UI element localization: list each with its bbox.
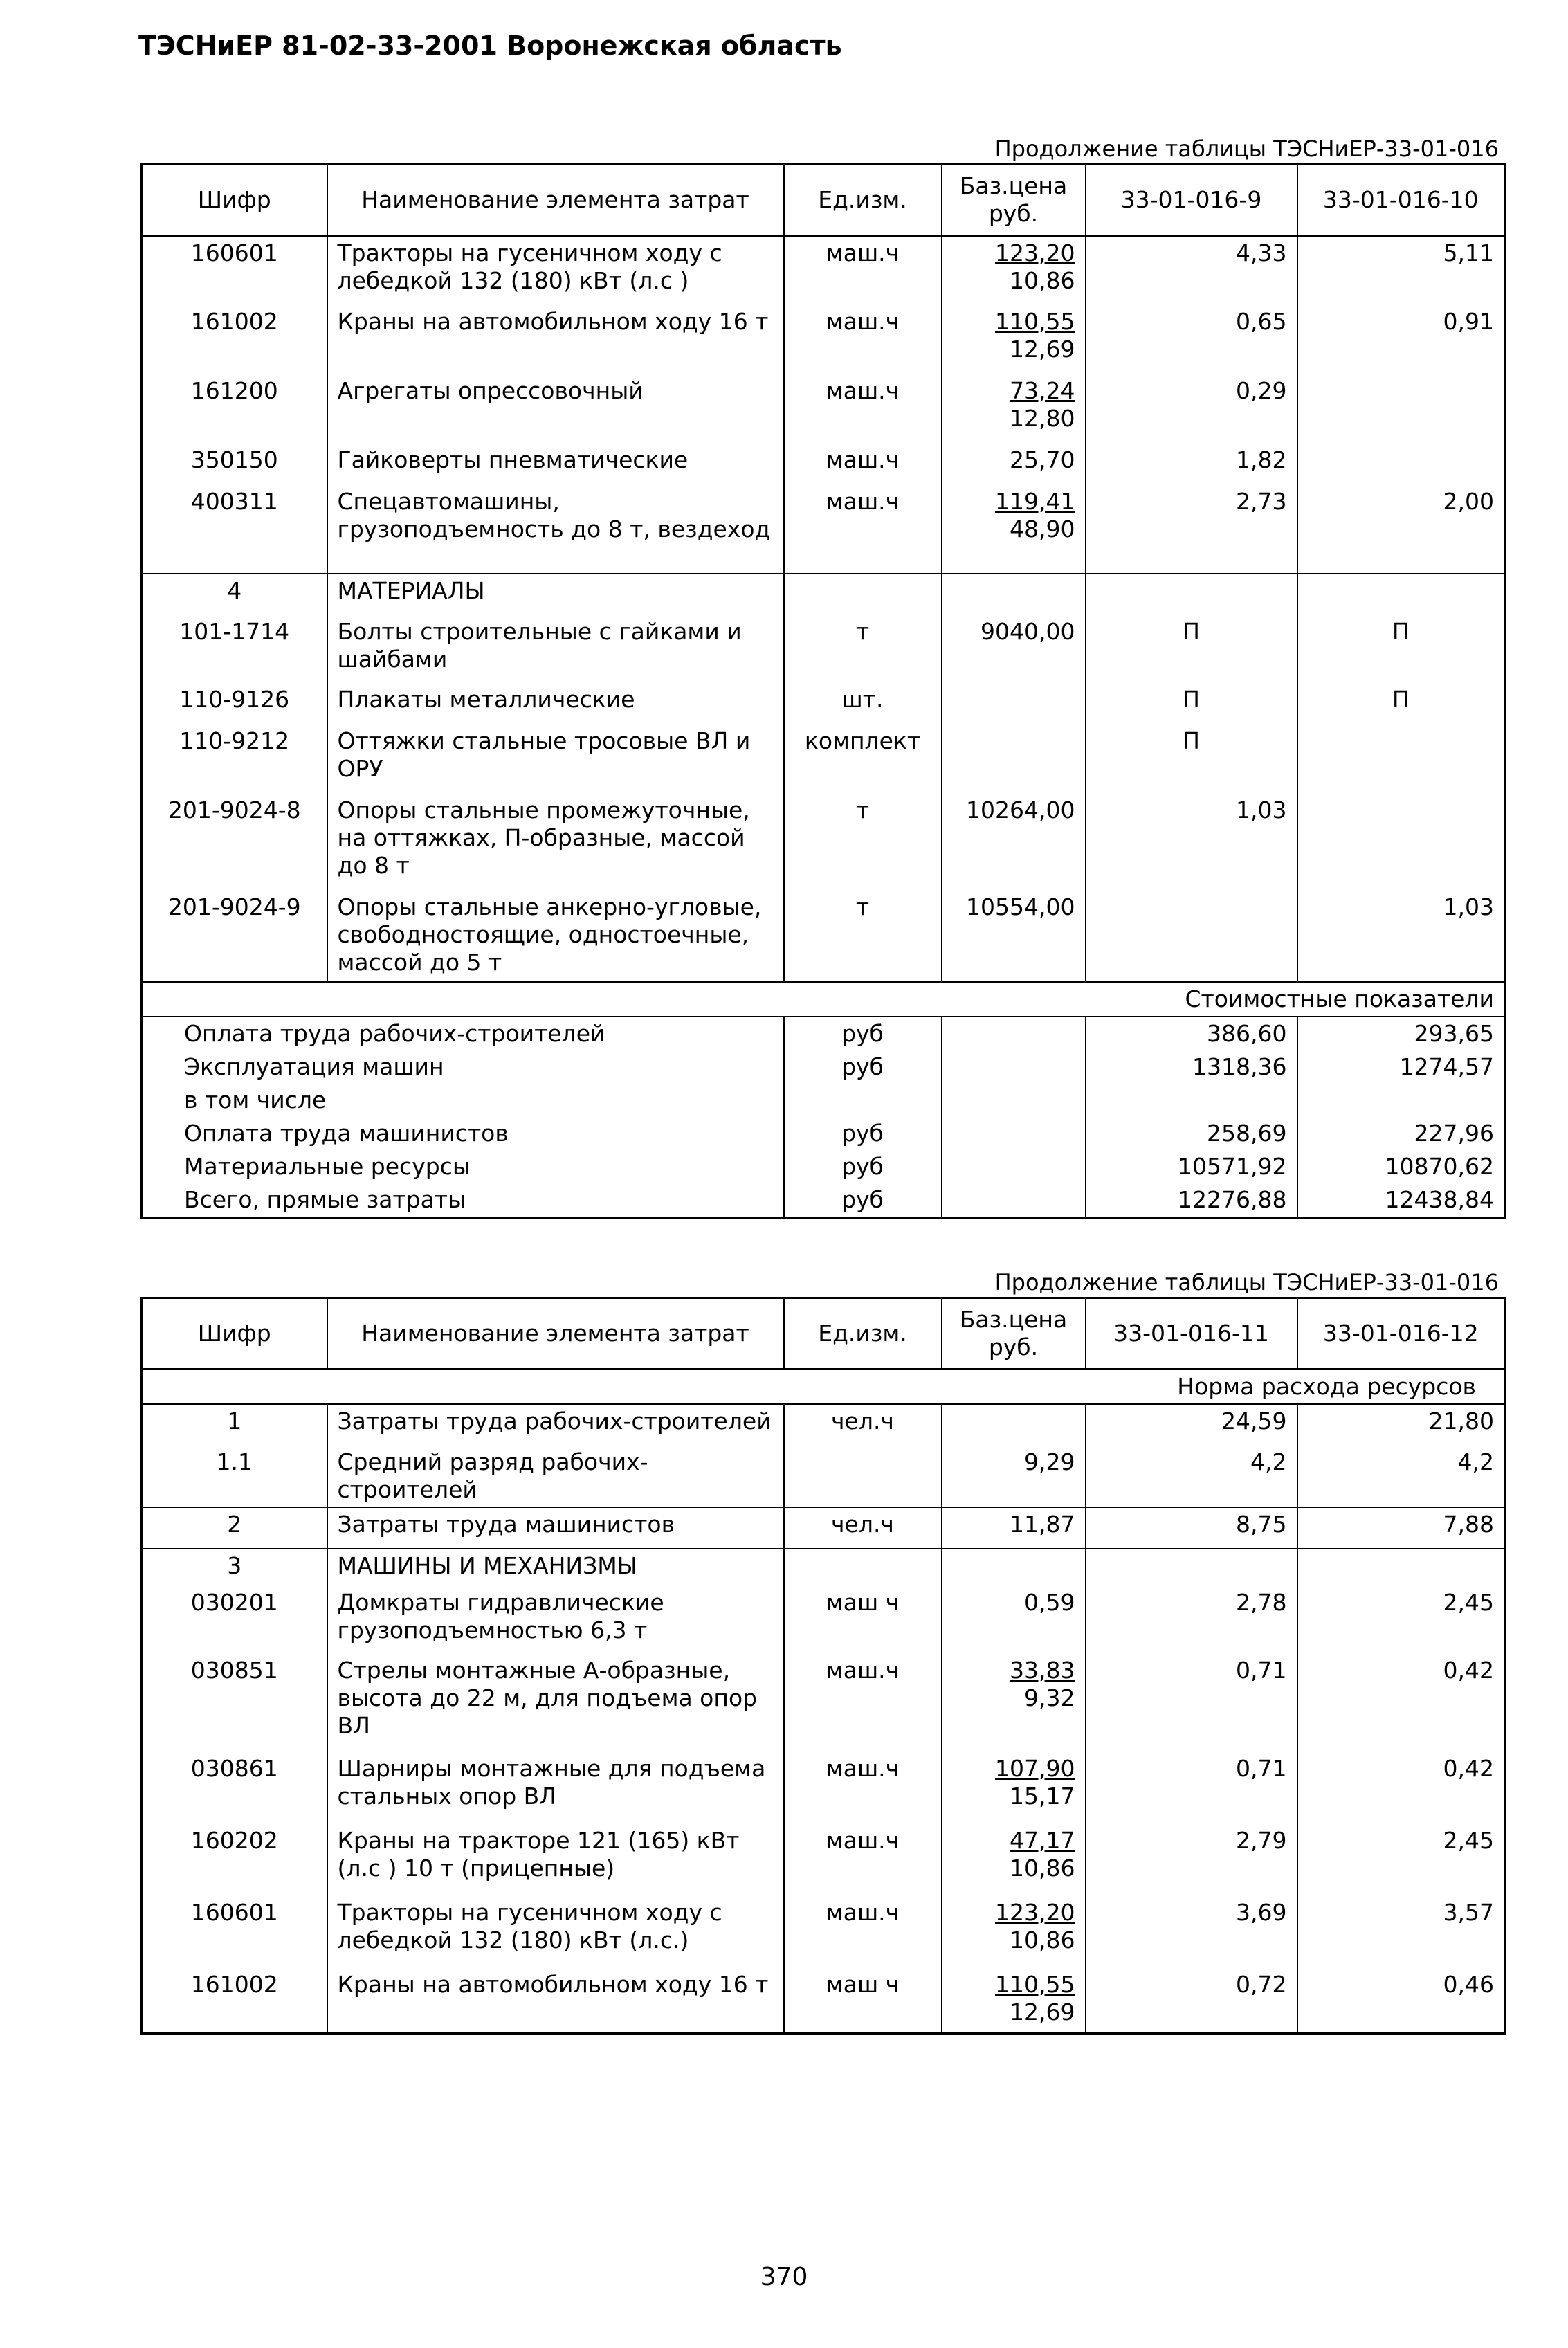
- cell-code: 201-9024-9: [167, 893, 301, 920]
- price-main: 110,55: [995, 1971, 1075, 1998]
- table-row: [142, 236, 1505, 305]
- price-main: 123,20: [995, 1899, 1075, 1926]
- table-row: [142, 1824, 1505, 1896]
- cell-price: [942, 305, 1086, 374]
- cell-name: Опоры стальные анкерно-угловые, свободностоящие, одностоечные, массой до 5 т: [327, 891, 784, 982]
- cell-v1: П: [1086, 725, 1297, 794]
- cell-code: 110-9212: [179, 727, 290, 754]
- section-title: МАШИНЫ И МЕХАНИЗМЫ: [327, 1549, 784, 1586]
- price-operator: 10,86: [1010, 267, 1075, 294]
- summary-row: [142, 1084, 1505, 1117]
- col-price-header: Баз.цена руб.: [942, 165, 1086, 236]
- section-row-machines: [142, 1549, 1505, 1586]
- cell-price: [942, 1654, 1086, 1752]
- cell-unit: маш.ч: [784, 305, 942, 374]
- cell-price: 10554,00: [942, 891, 1086, 982]
- cell-v1: 4,33: [1086, 236, 1297, 305]
- table-row: [142, 794, 1505, 891]
- summary-name: в том числе: [184, 1086, 327, 1113]
- summary-unit: [784, 1084, 942, 1117]
- cell-name: Плакаты металлические: [327, 683, 784, 725]
- cell-v2: 0,91: [1297, 305, 1505, 374]
- cell-price: 9,29: [942, 1446, 1086, 1507]
- cell-code: 030861: [190, 1755, 278, 1782]
- cell-code: 400311: [190, 487, 278, 515]
- cell-price: [942, 725, 1086, 794]
- cell-v2: [1297, 374, 1505, 444]
- cell-name: Шарниры монтажные для подъема стальных опор ВЛ: [327, 1752, 784, 1824]
- section-title: МАТЕРИАЛЫ: [327, 574, 784, 615]
- cell-price: [942, 236, 1086, 305]
- cell-unit: т: [784, 891, 942, 982]
- cell-name: Опоры стальные промежуточные, на оттяжках, П-образные, массой до 8 т: [327, 794, 784, 891]
- summary-name: Эксплуатация машин: [184, 1053, 444, 1080]
- cell-v2: [1297, 444, 1505, 485]
- cell-name: Домкраты гидравлические грузоподъемностью 6,3 т: [327, 1586, 784, 1654]
- summary-v2: 293,65: [1297, 1017, 1505, 1050]
- table-row: [142, 374, 1505, 444]
- cell-code: 110-9126: [179, 685, 290, 713]
- cell-unit: маш.ч: [784, 485, 942, 574]
- section-code: 4: [142, 574, 327, 615]
- price-main: 73,24: [1010, 376, 1075, 404]
- cell-price: 25,70: [942, 444, 1086, 485]
- cell-price: [942, 485, 1086, 574]
- cell-code: 2: [142, 1507, 327, 1549]
- table-row: [142, 683, 1505, 725]
- summary-v1: 12276,88: [1086, 1183, 1297, 1218]
- cell-code: 1: [142, 1404, 327, 1446]
- col-v2-header: 33-01-016-10: [1297, 165, 1505, 236]
- cell-unit: маш.ч: [784, 1654, 942, 1752]
- cell-code: 101-1714: [179, 617, 290, 645]
- cell-unit: [784, 1446, 942, 1507]
- price-operator: 15,17: [1010, 1783, 1075, 1810]
- cell-code: 161002: [190, 307, 278, 335]
- cell-unit: маш ч: [784, 1968, 942, 2033]
- section-code: 3: [142, 1549, 327, 1586]
- cell-v2: 5,11: [1297, 236, 1505, 305]
- table1-caption: Продолжение таблицы ТЭСНиЕР-33-01-016: [994, 136, 1499, 162]
- table-row: [142, 891, 1505, 982]
- summary-v2: 1274,57: [1297, 1050, 1505, 1084]
- summary-v2: 10870,62: [1297, 1150, 1505, 1183]
- price-operator: 10,86: [1010, 1855, 1075, 1882]
- cell-name: Гайковерты пневматические: [327, 444, 784, 485]
- table2-caption: Продолжение таблицы ТЭСНиЕР-33-01-016: [994, 1269, 1499, 1295]
- cell-unit: т: [784, 794, 942, 891]
- summary-v2: 12438,84: [1297, 1183, 1505, 1218]
- cell-price: [942, 1752, 1086, 1824]
- cell-v2: П: [1297, 615, 1505, 683]
- price-operator: 10,86: [1010, 1927, 1075, 1954]
- summary-v1: 10571,92: [1086, 1150, 1297, 1183]
- page-number: 370: [760, 2263, 808, 2291]
- cell-v1: 4,2: [1086, 1446, 1297, 1507]
- summary-name: Оплата труда машинистов: [184, 1119, 509, 1147]
- norm-label-row: [142, 1369, 1505, 1405]
- col-v1-header: 33-01-016-9: [1086, 165, 1297, 236]
- summary-unit: руб: [784, 1183, 942, 1218]
- price-main: 110,55: [995, 307, 1075, 335]
- table-row: [142, 1507, 1505, 1549]
- cell-unit: маш.ч: [784, 1824, 942, 1896]
- summary-v1: 1318,36: [1086, 1050, 1297, 1084]
- cell-v1: 2,73: [1086, 485, 1297, 574]
- table-row: [142, 615, 1505, 683]
- cell-v1: 1,03: [1086, 794, 1297, 891]
- table-row: [142, 444, 1505, 485]
- cell-price: [942, 374, 1086, 444]
- summary-v2: [1297, 1084, 1505, 1117]
- cell-unit: маш ч: [784, 1586, 942, 1654]
- price-main: 123,20: [995, 239, 1075, 266]
- price-operator: 12,69: [1010, 335, 1075, 363]
- cell-v1: 0,71: [1086, 1654, 1297, 1752]
- cell-name: Стрелы монтажные А-образные, высота до 22 м, для подъема опор ВЛ: [327, 1654, 784, 1752]
- cell-v1: П: [1086, 683, 1297, 725]
- cell-name: Тракторы на гусеничном ходу с лебедкой 132 (180) кВт (л.с.): [327, 1896, 784, 1968]
- cell-name: Затраты труда машинистов: [327, 1507, 784, 1549]
- cell-code: 160601: [190, 1899, 278, 1926]
- cell-price: [942, 1968, 1086, 2033]
- table-row: [142, 485, 1505, 574]
- summary-unit: руб: [784, 1150, 942, 1183]
- col-name-header: Наименование элемента затрат: [327, 165, 784, 236]
- cell-v2: [1297, 725, 1505, 794]
- cell-v2: 4,2: [1297, 1446, 1505, 1507]
- price-main: 47,17: [1010, 1827, 1075, 1854]
- summary-row: [142, 1017, 1505, 1050]
- cell-price: [942, 683, 1086, 725]
- summary-unit: руб: [784, 1050, 942, 1084]
- summary-name: Материальные ресурсы: [184, 1152, 471, 1180]
- cell-v2: 3,57: [1297, 1896, 1505, 1968]
- table-row: [142, 1968, 1505, 2033]
- cell-price: 11,87: [942, 1507, 1086, 1549]
- table2-header-row: [142, 1298, 1505, 1369]
- section-row-materials: [142, 574, 1505, 615]
- cell-unit: маш.ч: [784, 1896, 942, 1968]
- cell-v1: 0,29: [1086, 374, 1297, 444]
- summary-name: Всего, прямые затраты: [184, 1185, 466, 1213]
- price-main: 107,90: [995, 1755, 1075, 1782]
- cell-price: 0,59: [942, 1586, 1086, 1654]
- cell-name: Болты строительные с гайками и шайбами: [327, 615, 784, 683]
- cell-v2: 2,45: [1297, 1824, 1505, 1896]
- norm-label: Норма расхода ресурсов: [1177, 1373, 1476, 1400]
- cell-code: 030201: [190, 1589, 278, 1616]
- cell-v1: 8,75: [1086, 1507, 1297, 1549]
- cell-unit: комплект: [784, 725, 942, 794]
- cell-v2: 0,42: [1297, 1654, 1505, 1752]
- cell-name: Затраты труда рабочих-строителей: [327, 1404, 784, 1446]
- summary-name: Оплата труда рабочих-строителей: [142, 1017, 784, 1050]
- price-operator: 48,90: [1010, 515, 1075, 543]
- summary-v1: 258,69: [1086, 1117, 1297, 1150]
- cell-name: Оттяжки стальные тросовые ВЛ и ОРУ: [327, 725, 784, 794]
- cell-v1: 2,79: [1086, 1824, 1297, 1896]
- cell-price: [942, 1404, 1086, 1446]
- table-row: [142, 1896, 1505, 1968]
- cell-code: 030851: [190, 1657, 278, 1684]
- price-main: 119,41: [995, 487, 1075, 515]
- table2: [140, 1297, 1506, 2035]
- cell-v2: 0,46: [1297, 1968, 1505, 2033]
- summary-row: [142, 1183, 1505, 1218]
- cell-v1: 1,82: [1086, 444, 1297, 485]
- summary-unit: руб: [784, 1017, 942, 1050]
- cell-code: 160202: [190, 1827, 278, 1854]
- table1: [140, 163, 1506, 1219]
- cell-unit: т: [784, 615, 942, 683]
- cell-price: [942, 1824, 1086, 1896]
- price-operator: 12,80: [1010, 404, 1075, 432]
- cell-code: 201-9024-8: [167, 796, 301, 823]
- cell-v2: 0,42: [1297, 1752, 1505, 1824]
- summary-row: [142, 1117, 1505, 1150]
- col-unit-header: Ед.изм.: [784, 165, 942, 236]
- page-title: ТЭСНиЕР 81-02-33-2001 Воронежская область: [138, 30, 842, 61]
- cell-code: 1.1: [216, 1448, 253, 1475]
- cell-v1: 2,78: [1086, 1586, 1297, 1654]
- cell-code: 350150: [190, 446, 278, 473]
- cell-code: 160601: [190, 239, 278, 266]
- cell-name: Спецавтомашины, грузоподъемность до 8 т, вездеход: [327, 485, 784, 574]
- cell-name: Тракторы на гусеничном ходу с лебедкой 132 (180) кВт (л.с ): [327, 236, 784, 305]
- summary-unit: руб: [784, 1117, 942, 1150]
- cell-v2: 7,88: [1297, 1507, 1505, 1549]
- col-unit-header: Ед.изм.: [784, 1298, 942, 1369]
- cell-name: Краны на автомобильном ходу 16 т: [327, 1968, 784, 2033]
- cell-name: Средний разряд рабочих-строителей: [327, 1446, 784, 1507]
- cell-price: [942, 1896, 1086, 1968]
- summary-v1: 386,60: [1086, 1017, 1297, 1050]
- cell-unit: маш.ч: [784, 374, 942, 444]
- col-v2-header: 33-01-016-12: [1297, 1298, 1505, 1369]
- price-operator: 9,32: [1024, 1684, 1075, 1711]
- cell-price: 10264,00: [942, 794, 1086, 891]
- cell-unit: чел.ч: [784, 1507, 942, 1549]
- col-code-header: Шифр: [142, 1298, 327, 1369]
- cell-v2: 2,00: [1297, 485, 1505, 574]
- summary-row: [142, 1150, 1505, 1183]
- cell-v1: П: [1086, 615, 1297, 683]
- cell-unit: чел.ч: [784, 1404, 942, 1446]
- price-main: 33,83: [1010, 1657, 1075, 1684]
- cell-v1: [1086, 891, 1297, 982]
- cell-v2: 21,80: [1297, 1404, 1505, 1446]
- cell-code: 161200: [190, 376, 278, 404]
- summary-v1: [1086, 1084, 1297, 1117]
- cell-v1: 0,65: [1086, 305, 1297, 374]
- cell-v1: 24,59: [1086, 1404, 1297, 1446]
- col-name-header: Наименование элемента затрат: [327, 1298, 784, 1369]
- cell-unit: маш.ч: [784, 1752, 942, 1824]
- price-operator: 12,69: [1010, 1999, 1075, 2026]
- cost-indicators-label: Стоимостные показатели: [142, 982, 1505, 1017]
- cell-v1: 3,69: [1086, 1896, 1297, 1968]
- summary-row: [142, 1050, 1505, 1084]
- cell-v1: 0,71: [1086, 1752, 1297, 1824]
- table-row: [142, 1586, 1505, 1654]
- cell-name: Краны на автомобильном ходу 16 т: [327, 305, 784, 374]
- col-v1-header: 33-01-016-11: [1086, 1298, 1297, 1369]
- table-row: [142, 725, 1505, 794]
- table-row: [142, 1752, 1505, 1824]
- cell-unit: маш.ч: [784, 236, 942, 305]
- cell-price: 9040,00: [942, 615, 1086, 683]
- table-row: [142, 1404, 1505, 1446]
- cell-v2: 1,03: [1297, 891, 1505, 982]
- cell-v2: 2,45: [1297, 1586, 1505, 1654]
- cell-v2: П: [1297, 683, 1505, 725]
- table-row: [142, 1446, 1505, 1507]
- cell-name: Краны на тракторе 121 (165) кВт (л.с ) 10 т (прицепные): [327, 1824, 784, 1896]
- cell-name: Агрегаты опрессовочный: [327, 374, 784, 444]
- cell-unit: маш.ч: [784, 444, 942, 485]
- summary-v2: 227,96: [1297, 1117, 1505, 1150]
- col-code-header: Шифр: [142, 165, 327, 236]
- cell-unit: шт.: [784, 683, 942, 725]
- cell-v2: [1297, 794, 1505, 891]
- table1-header-row: [142, 165, 1505, 236]
- cost-label-row: [142, 982, 1505, 1017]
- table-row: [142, 1654, 1505, 1752]
- col-price-header: Баз.цена руб.: [942, 1298, 1086, 1369]
- table-row: [142, 305, 1505, 374]
- cell-code: 161002: [190, 1971, 278, 1998]
- cell-v1: 0,72: [1086, 1968, 1297, 2033]
